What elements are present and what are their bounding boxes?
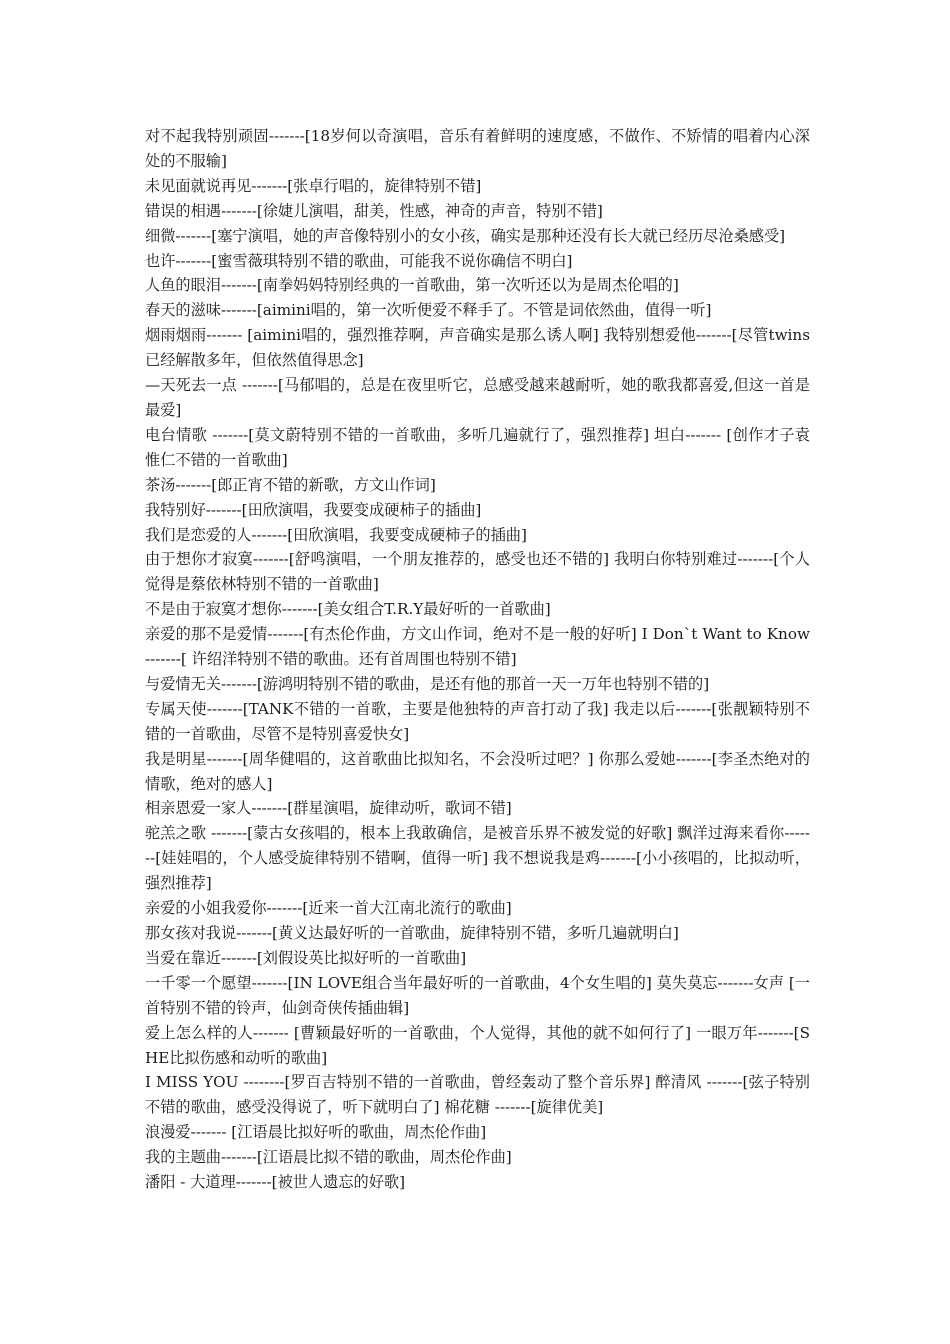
- paragraph: 亲爱的小姐我爱你-------[近来一首大江南北流行的歌曲]: [145, 899, 512, 918]
- paragraph: 细微-------[塞宁演唱，她的声音像特别小的女小孩，确实是那种还没有长大就已经历尽沧桑感受]: [145, 226, 786, 245]
- paragraph: 也许-------[蜜雪薇琪特别不错的歌曲，可能我不说你确信不明白]: [145, 251, 573, 270]
- paragraph: 驼羔之歌 -------[蒙古女孩唱的，根本上我敢确信，是被音乐界不被发觉的好歌] 飘洋过海来看你-------[娃娃唱的，个人感受旋律特别不错啊，值得一听] 我不想说我是鸡-------[小小孩唱的，比拟动听，强烈推荐]: [145, 824, 810, 893]
- paragraph: 当爱在靠近-------[刘假设英比拟好听的一首歌曲]: [145, 948, 467, 967]
- paragraph: 相亲恩爱一家人-------[群星演唱，旋律动听，歌词不错]: [145, 799, 512, 818]
- paragraph: 未见面就说再见-------[张卓行唱的，旋律特别不错]: [145, 176, 482, 195]
- paragraph: 我们是恋爱的人-------[田欣演唱，我要变成硬柿子的插曲]: [145, 525, 527, 544]
- paragraph: 我的主题曲-------[江语晨比拟不错的歌曲，周杰伦作曲]: [145, 1148, 512, 1167]
- paragraph: 浪漫爱------- [江语晨比拟好听的歌曲，周杰伦作曲]: [145, 1123, 487, 1142]
- paragraph: 那女孩对我说-------[黄义达最好听的一首歌曲，旋律特别不错，多听几遍就明白]: [145, 924, 679, 942]
- paragraph: 专属天使-------[TANK不错的一首歌，主要是他独特的声音打动了我] 我走以后-------[张靓颖特别不错的一首歌曲，尽管不是特别喜爱快女]: [145, 699, 810, 743]
- paragraph: 亲爱的那不是爱情-------[有杰伦作曲，方文山作词，绝对不是一般的好听] I Don`t Want to Know-------[ 许绍洋特别不错的歌曲。还有首周围也特别不错]: [145, 625, 810, 669]
- paragraph: 潘阳 - 大道理-------[被世人遗忘的好歌]: [145, 1173, 405, 1192]
- paragraph: 我特别好-------[田欣演唱，我要变成硬柿子的插曲]: [145, 500, 482, 519]
- paragraph: I MISS YOU --------[罗百吉特别不错的一首歌曲，曾经轰动了整个音乐界] 醉清风 -------[弦子特别不错的歌曲，感受没得说了，听下就明白了] 棉花糖 -------[旋律优美]: [145, 1073, 810, 1117]
- paragraph: 电台情歌 -------[莫文蔚特别不错的一首歌曲，多听几遍就行了，强烈推荐] 坦白------- [创作才子袁惟仁不错的一首歌曲]: [145, 425, 810, 469]
- song-list: [145, 124, 810, 1195]
- paragraph: 我是明星-------[周华健唱的，这首歌曲比拟知名，不会没听过吧？] 你那么爱她-------[李圣杰绝对的情歌，绝对的感人]: [145, 749, 810, 793]
- paragraph: 茶汤-------[郎正宵不错的新歌，方文山作词]: [145, 475, 436, 494]
- paragraph: 烟雨烟雨------- [aimini唱的，强烈推荐啊，声音确实是那么诱人啊] 我特别想爱他-------[尽管twins已经解散多年，但依然值得思念]: [145, 326, 810, 370]
- paragraph: 一千零一个愿望-------[IN LOVE组合当年最好听的一首歌曲，4个女生唱的] 莫失莫忘-------女声 [一首特别不错的铃声，仙剑奇侠传插曲辑]: [145, 973, 810, 1017]
- paragraph: 错误的相遇-------[徐婕儿演唱，甜美，性感，神奇的声音，特别不错]: [145, 201, 603, 220]
- paragraph: 对不起我特别顽固-------[18岁何以奇演唱，音乐有着鲜明的速度感，不做作、不矫情的唱着内心深处的不服输]: [145, 127, 810, 170]
- paragraph: 爱上怎么样的人------- [曹颖最好听的一首歌曲，个人觉得，其他的就不如何行了] 一眼万年-------[SHE比拟伤感和动听的歌曲]: [145, 1023, 810, 1067]
- paragraph: 由于想你才寂寞-------[舒鸣演唱，一个朋友推荐的，感受也还不错的] 我明白你特别难过-------[个人觉得是蔡依林特别不错的一首歌曲]: [145, 550, 810, 594]
- paragraph: —天死去一点 -------[马郁唱的，总是在夜里听它，总感受越来越耐听，她的歌我都喜爱,但这一首是最爱]: [145, 376, 810, 419]
- paragraph: 不是由于寂寞才想你-------[美女组合T.R.Y最好听的一首歌曲]: [145, 600, 551, 619]
- paragraph: 春天的滋味-------[aimini唱的，第一次听便爱不释手了。不管是词依然曲，值得一听]: [145, 301, 712, 320]
- paragraph: 与爱情无关-------[游鸿明特别不错的歌曲，是还有他的那首一天一万年也特别不错的]: [145, 674, 710, 693]
- paragraph: 人鱼的眼泪-------[南拳妈妈特别经典的一首歌曲，第一次听还以为是周杰伦唱的]: [145, 276, 679, 295]
